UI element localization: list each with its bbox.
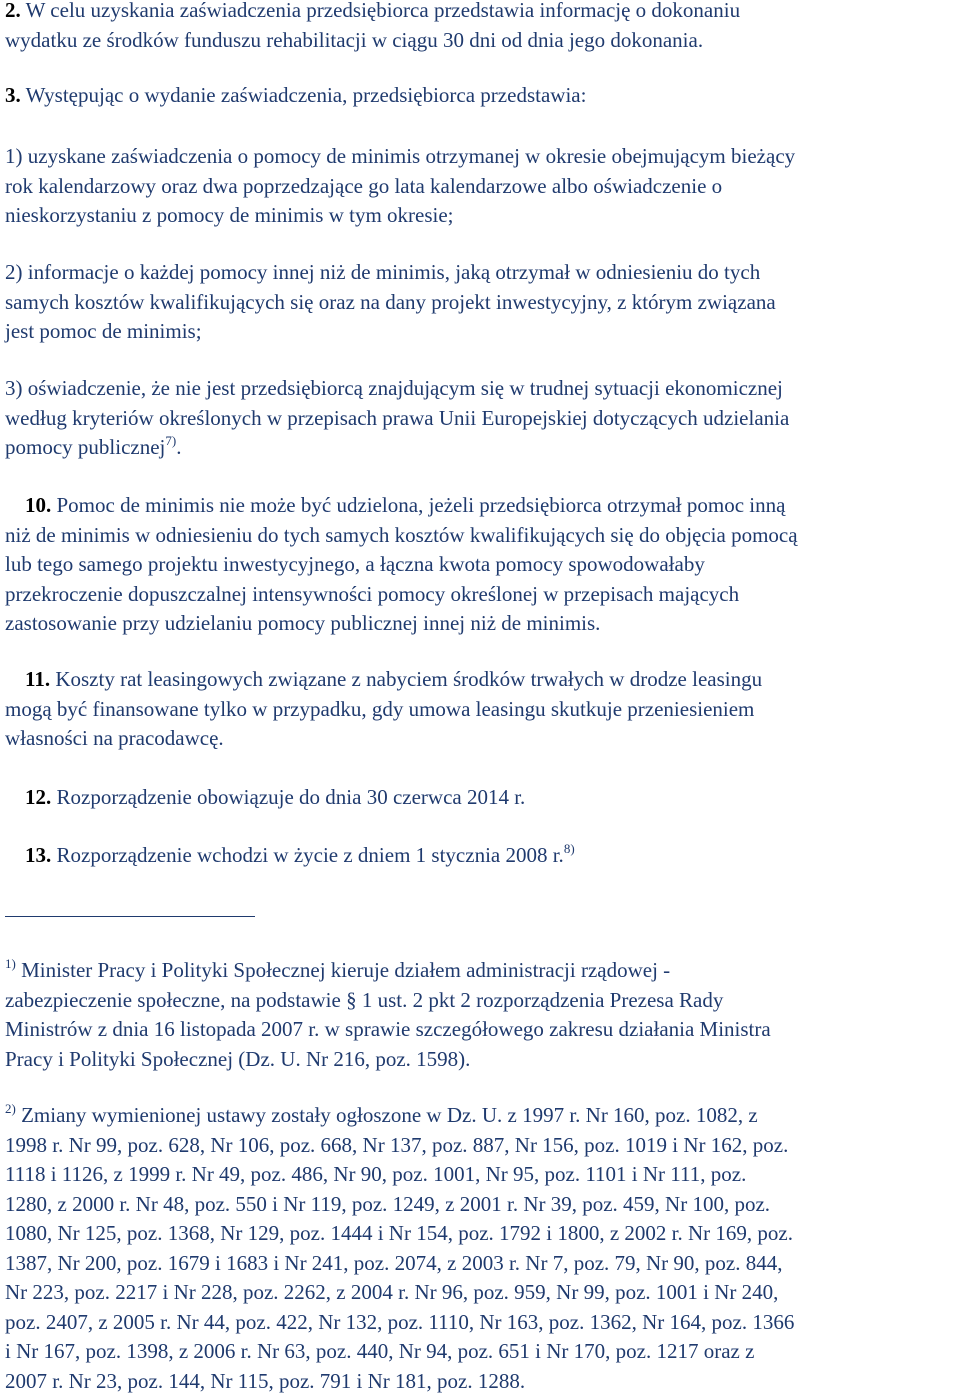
section-10-line-5: zastosowanie przy udzielaniu pomocy publicznej innej niż de minimis. [5,609,955,639]
section-12-text: Rozporządzenie obowiązuje do dnia 30 czerwca 2014 r. [51,785,525,809]
paragraph-3-number: 3. [5,83,21,107]
footnote-1-line-4: Pracy i Polityki Społecznej (Dz. U. Nr 216, poz. 1598). [5,1045,955,1075]
footnote-ref-8: 8) [564,841,575,856]
item-3-line-3-text: pomocy publicznej [5,435,165,459]
footnote-1-mark: 1) [5,956,16,971]
footnote-2-mark: 2) [5,1101,16,1116]
paragraph-3-intro-text: Występując o wydanie zaświadczenia, przedsiębiorca przedstawia: [21,83,587,107]
footnote-2-line-8: poz. 2407, z 2005 r. Nr 44, poz. 422, Nr 132, poz. 1110, Nr 163, poz. 1362, Nr 164, poz. 1366 [5,1308,955,1338]
footnote-separator [5,916,255,917]
footnote-1 [5,956,955,1074]
section-10-line-2: niż de minimis w odniesieniu do tych samych kosztów kwalifikujących się do objęcia pomocą [5,521,955,551]
paragraph-3-item-2 [5,258,955,347]
paragraph-3-intro [5,81,955,111]
footnote-2-line-10: 2007 r. Nr 23, poz. 144, Nr 115, poz. 791 i Nr 181, poz. 1288. [5,1367,955,1396]
paragraph-2 [5,0,955,55]
section-11-line-2: mogą być finansowane tylko w przypadku, gdy umowa leasingu skutkuje przeniesieniem [5,695,955,725]
paragraph-2-text: W celu uzyskania zaświadczenia przedsiębiorca przedstawia informację o dokonaniu [21,0,740,22]
item-2-line-2: samych kosztów kwalifikujących się oraz na dany projekt inwestycyjny, z którym związana [5,288,955,318]
section-11-number: 11. [25,667,50,691]
section-10-number: 10. [25,493,51,517]
footnote-2-line-5: 1080, Nr 125, poz. 1368, Nr 129, poz. 1444 i Nr 154, poz. 1792 i 1800, z 2002 r. Nr 169, poz. [5,1219,955,1249]
section-10-line-3: lub tego samego projektu inwestycyjnego, a łączna kwota pomocy spowodowałaby [5,550,955,580]
section-10 [5,491,955,639]
footnote-2 [5,1101,955,1396]
section-11-text: Koszty rat leasingowych związane z nabyciem środków trwałych w drodze leasingu [50,667,762,691]
section-10-line-4: przekroczenie dopuszczalnej intensywności pomocy określonej w przepisach mających [5,580,955,610]
item-3-line-2: według kryteriów określonych w przepisach prawa Unii Europejskiej dotyczących udzielania [5,404,955,434]
footnote-2-line-4: 1280, z 2000 r. Nr 48, poz. 550 i Nr 119, poz. 1249, z 2001 r. Nr 39, poz. 459, Nr 100, poz. [5,1190,955,1220]
item-1-line-1: 1) uzyskane zaświadczenia o pomocy de minimis otrzymanej w okresie obejmującym bieżący [5,142,955,172]
footnote-2-line-6: 1387, Nr 200, poz. 1679 i 1683 i Nr 241, poz. 2074, z 2003 r. Nr 7, poz. 79, Nr 90, poz. 844, [5,1249,955,1279]
paragraph-3-item-1 [5,142,955,231]
footnote-2-line-7: Nr 223, poz. 2217 i Nr 228, poz. 2262, z 2004 r. Nr 96, poz. 959, Nr 99, poz. 1001 i Nr 240, [5,1278,955,1308]
item-2-line-3: jest pomoc de minimis; [5,317,955,347]
footnote-1-line-2: zabezpieczenie społeczne, na podstawie § 1 ust. 2 pkt 2 rozporządzenia Prezesa Rady [5,986,955,1016]
section-12 [5,783,955,813]
item-3-line-3 [5,433,955,463]
paragraph-2-line-2: wydatku ze środków funduszu rehabilitacji w ciągu 30 dni od dnia jego dokonania. [5,26,955,56]
footnote-2-text: Zmiany wymienionej ustawy zostały ogłoszone w Dz. U. z 1997 r. Nr 160, poz. 1082, z [16,1103,758,1127]
section-11 [5,665,955,754]
item-3-end: . [176,435,181,459]
paragraph-2-line-1 [5,0,955,26]
footnote-2-line-2: 1998 r. Nr 99, poz. 628, Nr 106, poz. 668, Nr 137, poz. 887, Nr 156, poz. 1019 i Nr 162, poz. [5,1131,955,1161]
footnote-1-line-3: Ministrów z dnia 16 listopada 2007 r. w sprawie szczegółowego zakresu działania Ministra [5,1015,955,1045]
paragraph-2-number: 2. [5,0,21,22]
section-12-number: 12. [25,785,51,809]
section-13-text: Rozporządzenie wchodzi w życie z dniem 1 stycznia 2008 r. [51,843,564,867]
item-1-line-2: rok kalendarzowy oraz dwa poprzedzające go lata kalendarzowe albo oświadczenie o [5,172,955,202]
item-3-line-1: 3) oświadczenie, że nie jest przedsiębiorcą znajdującym się w trudnej sytuacji ekonomicznej [5,374,955,404]
paragraph-3-item-3 [5,374,955,463]
footnote-ref-7: 7) [165,433,176,448]
section-13-number: 13. [25,843,51,867]
footnote-2-line-3: 1118 i 1126, z 1999 r. Nr 49, poz. 486, Nr 90, poz. 1001, Nr 95, poz. 1101 i Nr 111, poz. [5,1160,955,1190]
section-13 [5,841,955,871]
item-2-line-1: 2) informacje o każdej pomocy innej niż de minimis, jaką otrzymał w odniesieniu do tych [5,258,955,288]
section-11-line-3: własności na pracodawcę. [5,724,955,754]
item-1-line-3: nieskorzystaniu z pomocy de minimis w tym okresie; [5,201,955,231]
section-10-text: Pomoc de minimis nie może być udzielona, jeżeli przedsiębiorca otrzymał pomoc inną [51,493,785,517]
footnote-2-line-9: i Nr 167, poz. 1398, z 2006 r. Nr 63, poz. 440, Nr 94, poz. 651 i Nr 170, poz. 1217 oraz z [5,1337,955,1367]
footnote-1-text: Minister Pracy i Polityki Społecznej kieruje działem administracji rządowej - [16,958,670,982]
